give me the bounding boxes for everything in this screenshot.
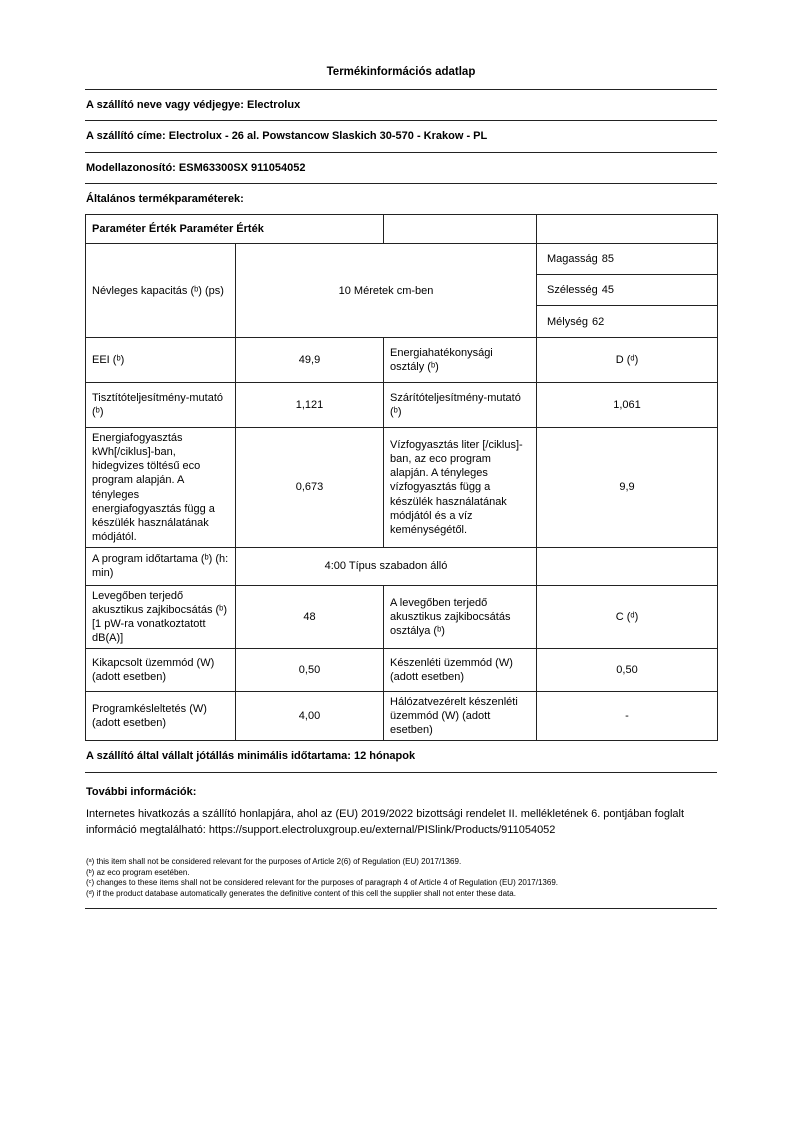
table-row-noise [86,585,718,648]
param-label: Energiahatékonysági osztály (ᵇ) [384,338,537,383]
supplier-address-label: A szállító címe: [86,130,166,143]
footnote-b: (ᵇ) az eco program esetében. [86,867,190,877]
guarantee-value: 12 hónapok [353,750,416,763]
empty-cell [384,215,537,244]
param-value: 0,673 [236,428,384,548]
param-label: A program időtartama (ᵇ) (h: min) [86,547,236,585]
guarantee-row [85,741,717,772]
weblink-text: Internetes hivatkozás a szállító honlapjára, ahol az (EU) 2019/2022 bizottsági rendelet II. mellékletének 6. pontjában foglalt információ megtalálható: [86,807,685,836]
param-value: 49,9 [236,338,384,383]
weblink-url[interactable]: https://support.electroluxgroup.eu/external/PISlink/Products/911054052 [208,823,556,836]
param-label: Energiafogyasztás kWh[/ciklus]-ban, hidegvizes töltésű eco program alapján. A tényleges energiafogyasztás függ a készülék használatának módjától. [86,428,236,548]
dimension-label: Szélesség [547,284,598,297]
table-header-cell: Paraméter Érték Paraméter Érték [86,215,384,244]
param-label: Tisztítóteljesítmény-mutató (ᵇ) [86,383,236,428]
param-label: Hálózatvezérelt készenléti üzemmód (W) (adott esetben) [384,692,537,741]
page-title: Termékinformációs adatlap [85,66,717,90]
param-label: Levegőben terjedő akusztikus zajkibocsátás (ᵇ) [1 pW-ra vonatkoztatott dB(A)] [86,585,236,648]
footnotes-block [85,855,717,909]
param-value [236,244,537,338]
param-value: 48 [236,585,384,648]
table-row-cleaning-index [86,383,718,428]
table-row-capacity [86,244,718,338]
model-identifier-value: ESM63300SX 911054052 [178,161,306,174]
param-label: Kikapcsolt üzemmód (W) (adott esetben) [86,649,236,692]
table-header-row [86,215,718,244]
model-identifier-label: Modellazonosító: [86,161,176,174]
type-value: szabadon álló [379,560,448,573]
dimension-label: Mélység [547,315,588,328]
param-label: Névleges kapacitás (ᵇ) (ps) [86,244,236,338]
param-value: 9,9 [537,428,718,548]
dimension-row-depth [537,306,717,337]
param-value: 0,50 [537,649,718,692]
param-value [236,547,537,585]
param-label: Vízfogyasztás liter [/ciklus]-ban, az eco program alapján. A tényleges vízfogyasztás függ a készülék használatának módjától és a víz keménységétől. [384,428,537,548]
param-value: 1,061 [537,383,718,428]
model-identifier-row [85,153,717,184]
footnote-a: (ᵃ) this item shall not be considered relevant for the purposes of Article 2(6) of Regulation (EU) 2017/1369. [86,856,462,866]
param-label: EEI (ᵇ) [86,338,236,383]
param-value: C (ᵈ) [537,585,718,648]
guarantee-label: A szállító által vállalt jótállás minimális időtartama: [86,750,351,763]
param-value: 0,50 [236,649,384,692]
dimension-value: 62 [591,315,605,328]
footnote-d: (ᵈ) if the product database automatically generates the definitive content of this cell the supplier shall not enter these data. [86,889,516,899]
more-info-heading: További információk: [86,785,197,798]
param-value: - [537,692,718,741]
param-label: Készenléti üzemmód (W) (adott esetben) [384,649,537,692]
param-value: 4,00 [236,692,384,741]
param-label: A levegőben terjedő akusztikus zajkibocsátás osztálya (ᵇ) [384,585,537,648]
supplier-name-label: A szállító neve vagy védjegye: [86,99,244,111]
general-parameters-heading: Általános termékparaméterek: [86,192,244,205]
supplier-address-value: Electrolux - 26 al. Powstancow Slaskich 30-570 - Krakow - PL [168,130,488,143]
footnote-c: (ᶜ) changes to these items shall not be considered relevant for the purposes of paragraph 4 of Article 4 of Regulation (EU) 2017/1369. [86,878,558,888]
parameters-table [85,214,718,741]
table-row-duration-type [86,547,718,585]
dimensions-label: Méretek cm-ben [353,284,434,297]
supplier-address-row [85,121,717,152]
empty-cell [537,215,718,244]
dimension-value: 45 [601,284,615,297]
type-label: Típus [348,560,377,573]
duration-value: 4:00 [324,560,347,573]
param-value: 1,121 [236,383,384,428]
table-row-energy-water [86,428,718,548]
dimension-row-width [537,275,717,306]
table-row-off-standby [86,649,718,692]
param-label: Programkésleltetés (W) (adott esetben) [86,692,236,741]
supplier-name-row [85,90,717,121]
dimension-value: 85 [601,253,615,266]
supplier-name-value: Electrolux [247,99,301,111]
dimension-row-height [537,244,717,275]
table-row-delay-networked [86,692,718,741]
capacity-value: 10 [338,284,351,297]
table-row-eei [86,338,718,383]
weblink-paragraph [85,803,717,855]
param-label: Szárítóteljesítmény-mutató (ᵇ) [384,383,537,428]
empty-cell [537,547,718,585]
param-value: D (ᵈ) [537,338,718,383]
dimension-label: Magasság [547,253,598,266]
dimensions-cell [537,244,718,338]
